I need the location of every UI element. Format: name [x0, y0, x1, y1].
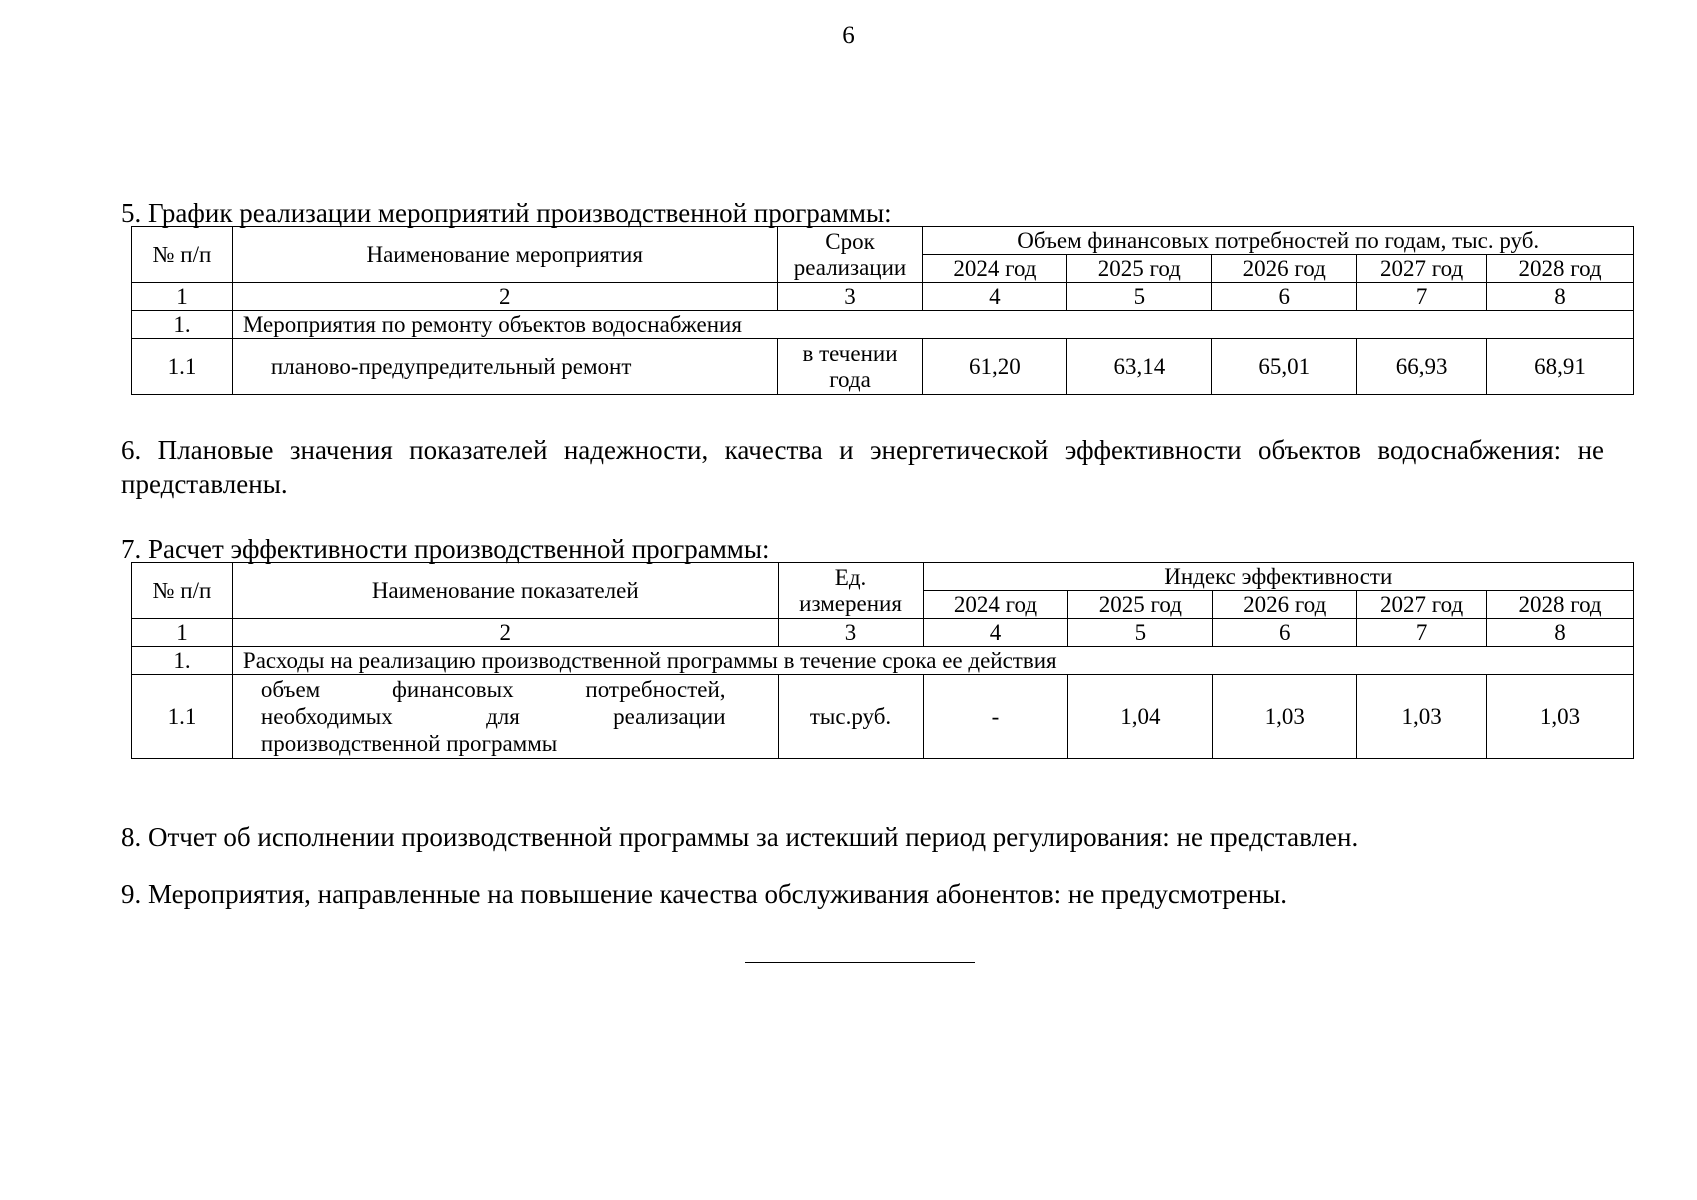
- col-number: 8: [1487, 283, 1634, 311]
- col-number: 2: [232, 619, 778, 647]
- header-year: 2028 год: [1487, 255, 1634, 283]
- header-num: № п/п: [132, 227, 233, 283]
- col-number: 8: [1487, 619, 1634, 647]
- table-row: [132, 647, 1634, 675]
- header-year: 2024 год: [923, 591, 1068, 619]
- row-num: 1.: [132, 311, 233, 339]
- row-value: 61,20: [923, 339, 1067, 395]
- col-number: 5: [1067, 283, 1212, 311]
- table-header-row: [132, 563, 1634, 591]
- row-value: 1,04: [1068, 675, 1213, 759]
- col-number: 3: [777, 283, 923, 311]
- row-value: 1,03: [1213, 675, 1357, 759]
- col-number: 5: [1068, 619, 1213, 647]
- col-number: 4: [923, 619, 1068, 647]
- end-divider: [745, 962, 975, 963]
- efficiency-table: [131, 562, 1634, 759]
- row-unit: тыс.руб.: [778, 675, 923, 759]
- col-number: 1: [132, 619, 233, 647]
- col-number: 2: [232, 283, 777, 311]
- section-5-heading: 5. График реализации мероприятий производственной программы:: [121, 198, 892, 228]
- header-year: 2025 год: [1067, 255, 1212, 283]
- col-number: 3: [778, 619, 923, 647]
- row-value: -: [923, 675, 1068, 759]
- table-row: [132, 339, 1634, 395]
- row-num: 1.1: [132, 675, 233, 759]
- section-8-text: 8. Отчет об исполнении производственной программы за истекший период регулирования: не представлен.: [121, 822, 1359, 852]
- table-row: [132, 675, 1634, 759]
- header-name: Наименование показателей: [232, 563, 778, 619]
- col-number: 4: [923, 283, 1067, 311]
- column-number-row: [132, 619, 1634, 647]
- row-value: 68,91: [1487, 339, 1634, 395]
- row-value: 66,93: [1357, 339, 1487, 395]
- row-name: планово-предупредительный ремонт: [232, 339, 777, 395]
- row-value: 1,03: [1487, 675, 1634, 759]
- col-number: 7: [1357, 619, 1487, 647]
- header-name: Наименование мероприятия: [232, 227, 777, 283]
- section-9-text: 9. Мероприятия, направленные на повышение качества обслуживания абонентов: не предусмотрены.: [121, 879, 1288, 909]
- row-name-line: объем финансовых потребностей,: [260, 677, 726, 702]
- header-group: Индекс эффективности: [923, 563, 1633, 591]
- header-term: Срок реализации: [777, 227, 923, 283]
- row-group-name: Мероприятия по ремонту объектов водоснабжения: [232, 311, 1633, 339]
- row-num: 1.1: [132, 339, 233, 395]
- row-name-line: необходимых для реализации: [260, 704, 726, 729]
- row-value: 65,01: [1212, 339, 1357, 395]
- column-number-row: [132, 283, 1634, 311]
- header-year: 2026 год: [1212, 255, 1357, 283]
- header-year: 2027 год: [1357, 591, 1487, 619]
- header-year: 2026 год: [1213, 591, 1357, 619]
- header-num: № п/п: [132, 563, 233, 619]
- table-header-row: [132, 227, 1634, 255]
- section-7-heading: 7. Расчет эффективности производственной программы:: [121, 534, 770, 564]
- header-year: 2028 год: [1487, 591, 1634, 619]
- row-term: в течении года: [777, 339, 923, 395]
- section-6-text: 6. Плановые значения показателей надежности, качества и энергетической эффективности объектов водоснабжения: не представлены.: [121, 435, 1604, 499]
- col-number: 6: [1213, 619, 1357, 647]
- page-number: 6: [842, 22, 855, 49]
- row-group-name: Расходы на реализацию производственной программы в течение срока ее действия: [232, 647, 1633, 675]
- row-value: 1,03: [1357, 675, 1487, 759]
- table-row: [132, 311, 1634, 339]
- header-year: 2027 год: [1357, 255, 1487, 283]
- header-year: 2025 год: [1068, 591, 1213, 619]
- row-value: 63,14: [1067, 339, 1212, 395]
- header-unit: Ед. измерения: [778, 563, 923, 619]
- header-group: Объем финансовых потребностей по годам, тыс. руб.: [923, 227, 1634, 255]
- col-number: 6: [1212, 283, 1357, 311]
- row-name-line: производственной программы: [260, 731, 558, 756]
- col-number: 7: [1357, 283, 1487, 311]
- schedule-table: [131, 226, 1634, 395]
- row-num: 1.: [132, 647, 233, 675]
- header-year: 2024 год: [923, 255, 1067, 283]
- row-name: [232, 675, 778, 759]
- col-number: 1: [132, 283, 233, 311]
